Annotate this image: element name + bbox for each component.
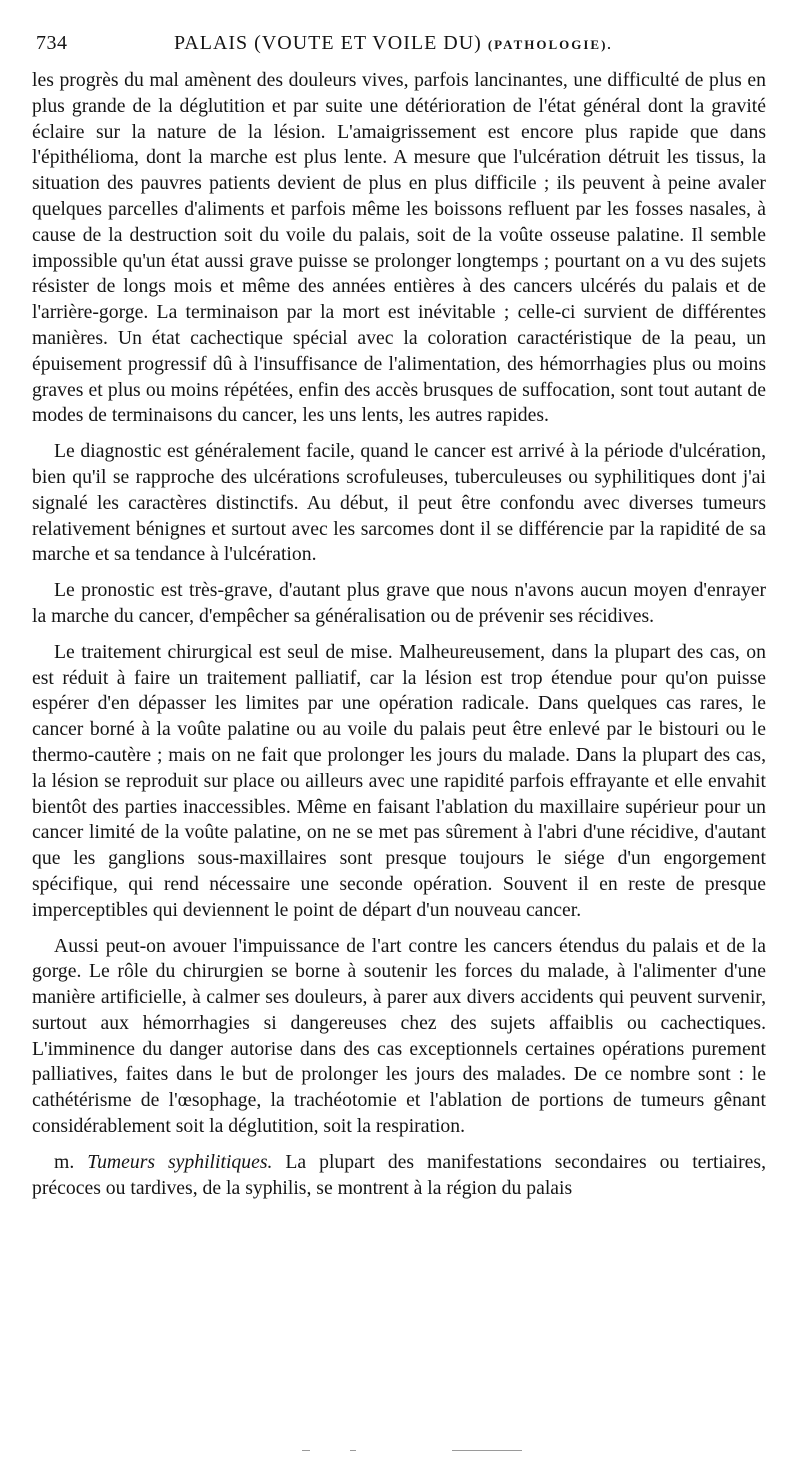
paragraph-tumeurs-syphilitiques bbox=[32, 1150, 766, 1202]
paragraph-diagnostic: Le diagnostic est généralement facile, quand le cancer est arrivé à la période d'ulcération, bien qu'il se rapproche des ulcérations scrofuleuses, tuberculeuses ou syphilitiques dont j'ai signalé les caractères distinctifs. Au début, il peut être confondu avec diverses tumeurs relativement bénignes et surtout avec les sarcomes dont il se différencie par la rapidité de sa marche et sa tendance à l'ulcération. bbox=[32, 440, 766, 566]
paragraph-continuation: les progrès du mal amènent des douleurs vives, parfois lancinantes, une difficulté de plus en plus grande de la déglutition et par suite une détérioration de l'état général dont la gravité éclaire sur la nature de la lésion. L'amaigrissement est encore plus rapide que dans l'épithélioma, dont la marche est plus lente. A mesure que l'ulcération détruit les tissus, la situation des pauvres patients devient de plus en plus difficile ; ils peuvent à peine avaler quelques parcelles d'aliments et parfois même les boissons refluent par les fosses nasales, à cause de la destruction soit du voile du palais, soit de la voûte osseuse palatine. Il semble impossible qu'un état aussi grave puisse se prolonger longtemps ; pourtant on a vu des sujets résister de longs mois et même des années entières à des cancers ulcérés du palais et de l'arrière-gorge. La terminaison par la mort est inévitable ; celle-ci survient de différentes manières. Un état cachectique spécial avec la coloration caractéristique de la peau, un épuisement progressif dû à l'insuffisance de l'alimentation, des hémorrhagies plus ou moins graves et plus ou moins répétées, enfin des accès brusques de suffocation, sont tout autant de modes de terminaisons du cancer, les uns lents, les autres rapides. bbox=[32, 69, 766, 427]
footer-scan-marks bbox=[302, 1448, 562, 1454]
book-page bbox=[32, 22, 766, 1462]
body-text bbox=[32, 68, 766, 1201]
scan-mark bbox=[350, 1450, 356, 1451]
running-head-section: (PATHOLOGIE). bbox=[487, 37, 613, 52]
scan-mark bbox=[452, 1450, 522, 1451]
running-head-main: PALAIS (VOUTE ET VOILE DU) bbox=[174, 32, 482, 54]
scan-mark bbox=[302, 1450, 310, 1451]
section-heading-italic: Tumeurs syphilitiques. bbox=[87, 1150, 273, 1173]
section-text: La plupart des manifestations secondaires ou tertiaires, précoces ou tardives, de la syphilis, se montrent à la région du palais bbox=[32, 1150, 767, 1199]
paragraph-traitement: Le traitement chirurgical est seul de mise. Malheureusement, dans la plupart des cas, on est réduit à faire un traitement palliatif, car la lésion est trop étendue pour qu'on puisse espérer d'en dépasser les limites par une opération radicale. Dans quelques cas rares, le cancer borné à la voûte palatine ou au voile du palais peut être enlevé par le bistouri ou le thermo-cautère ; mais on ne fait que prolonger les jours du malade. Dans la plupart des cas, la lésion se reproduit sur place ou ailleurs avec une rapidité parfois effrayante et elle envahit bientôt des parties inaccessibles. Même en faisant l'ablation du maxillaire supérieur pour un cancer limité de la voûte palatine, on ne se met pas sûrement à l'abri d'une récidive, d'autant que les ganglions sous-maxillaires sont presque toujours le siége d'un engorgement spécifique, qui rend nécessaire une seconde opération. Souvent il en reste de presque imperceptibles qui deviennent le point de départ d'un nouveau cancer. bbox=[32, 640, 766, 921]
running-head bbox=[32, 22, 766, 62]
running-head-title bbox=[174, 32, 613, 55]
page-number: 734 bbox=[36, 32, 68, 54]
paragraph-impuissance: Aussi peut-on avouer l'impuissance de l'art contre les cancers étendus du palais et de la gorge. Le rôle du chirurgien se borne à soutenir les forces du malade, à l'alimenter d'une manière artificielle, à calmer ses douleurs, à parer aux divers accidents qui peuvent survenir, surtout aux hémorrhagies si dangereuses chez des sujets affaiblis ou cachectiques. L'imminence du danger autorise dans des cas exceptionnels certaines opérations purement palliatives, faites dans le but de prolonger les jours des malades. De ce nombre sont : le cathétérisme de l'œsophage, la trachéotomie et l'ablation de portions de tumeurs gênant considérablement soit la déglutition, soit la respiration. bbox=[32, 934, 766, 1138]
paragraph-pronostic: Le pronostic est très-grave, d'autant plus grave que nous n'avons aucun moyen d'enrayer la marche du cancer, d'empêcher sa généralisation ou de prévenir ses récidives. bbox=[32, 579, 766, 627]
section-label: m. bbox=[54, 1150, 75, 1173]
